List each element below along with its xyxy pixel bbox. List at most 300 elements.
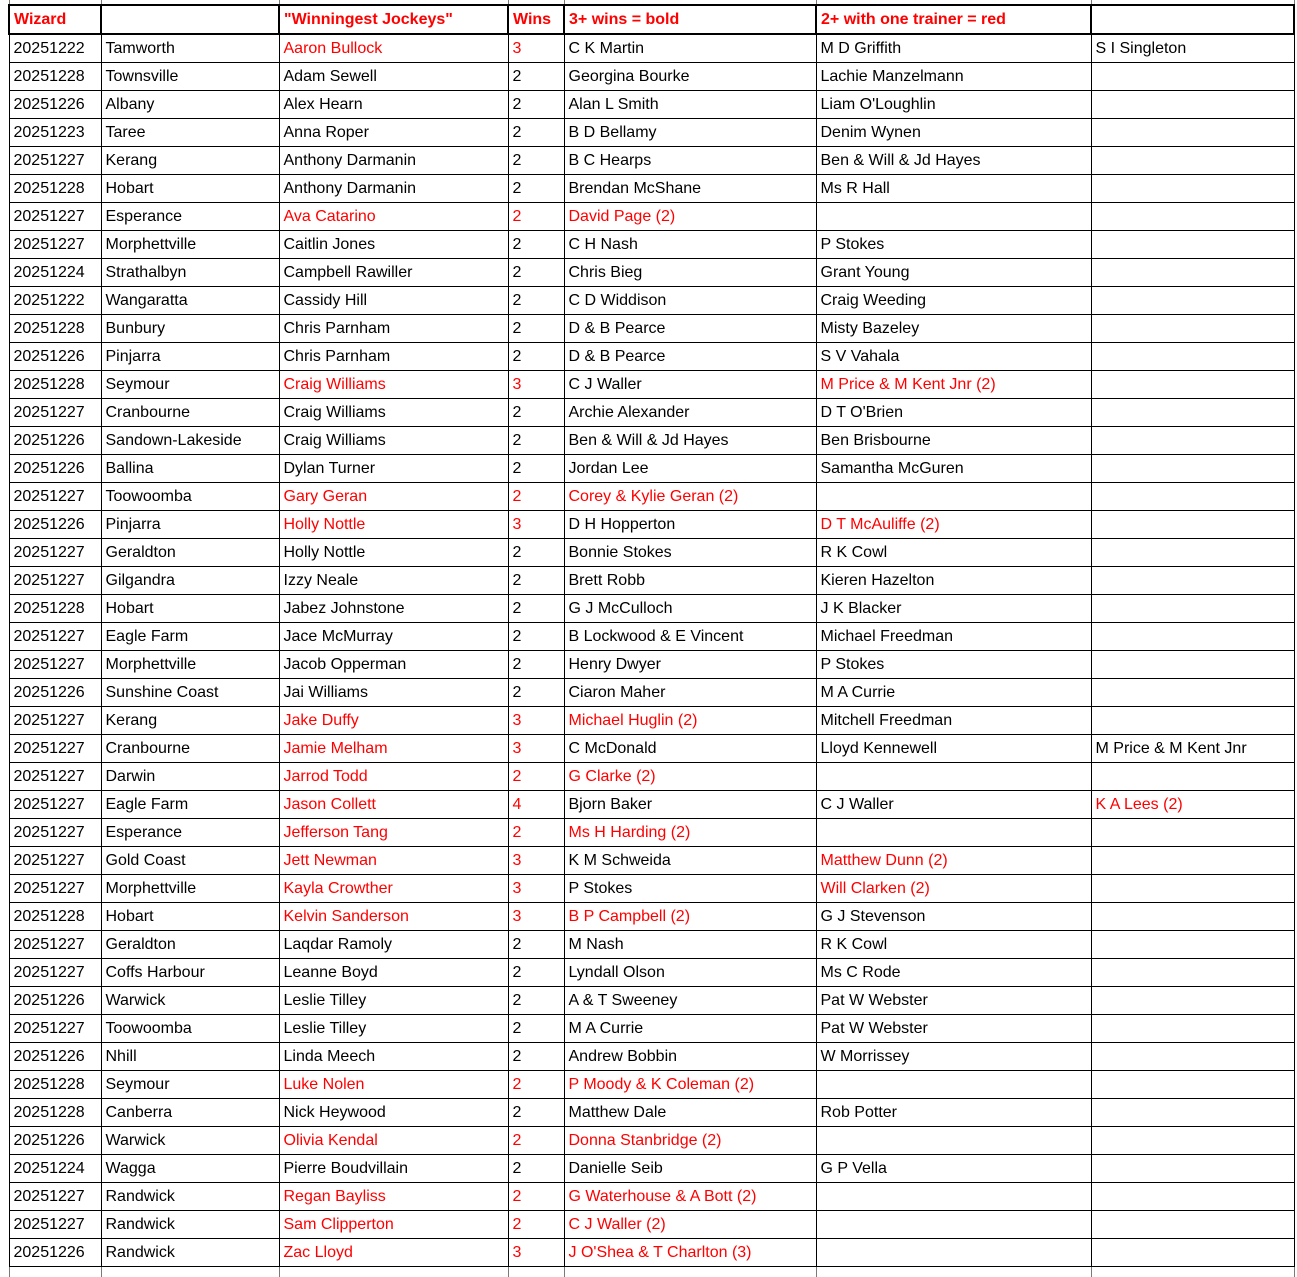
trainer2-cell [816, 1071, 1091, 1099]
trainer2-cell: G P Vella [816, 1155, 1091, 1183]
wins-cell: 2 [508, 119, 564, 147]
venue-cell: Randwick [101, 1183, 279, 1211]
trainer2-cell: Lloyd Kennewell [816, 735, 1091, 763]
venue-cell: Pinjarra [101, 343, 279, 371]
date-cell: 20251222 [9, 287, 101, 315]
trainer3-cell: M Price & M Kent Jnr [1091, 735, 1294, 763]
trainer3-cell [1091, 1239, 1294, 1267]
trainer3-cell [1091, 1043, 1294, 1071]
table-row [9, 623, 1294, 651]
jockey-cell: Gary Geran [279, 483, 508, 511]
wins-cell: 2 [508, 1071, 564, 1099]
wins-cell: 2 [508, 455, 564, 483]
venue-cell: Wagga [101, 1155, 279, 1183]
trainer3-cell [1091, 707, 1294, 735]
venue-cell: Warwick [101, 1127, 279, 1155]
date-cell: 20251227 [9, 651, 101, 679]
wins-cell: 3 [508, 875, 564, 903]
date-cell: 20251227 [9, 203, 101, 231]
header-bold-rule: 3+ wins = bold [564, 5, 816, 34]
trainer3-cell [1091, 595, 1294, 623]
trainer3-cell [1091, 1127, 1294, 1155]
trainer2-cell: Ms R Hall [816, 175, 1091, 203]
wins-cell: 3 [508, 735, 564, 763]
trainer3-cell [1091, 1015, 1294, 1043]
date-cell: 20251226 [9, 987, 101, 1015]
trainer1-cell: Ben & Will & Jd Hayes [564, 427, 816, 455]
trainer1-cell: J O'Shea & T Charlton (3) [564, 1239, 816, 1267]
trainer1-cell: Archie Alexander [564, 399, 816, 427]
trainer1-cell: Jordan Lee [564, 455, 816, 483]
trainer3-cell [1091, 63, 1294, 91]
trainer1-cell: Ciaron Maher [564, 679, 816, 707]
venue-cell: Eagle Farm [101, 623, 279, 651]
table-row [9, 259, 1294, 287]
wins-cell: 2 [508, 315, 564, 343]
cropped-gridline [101, 1267, 279, 1277]
trainer1-cell: Bonnie Stokes [564, 539, 816, 567]
venue-cell: Geraldton [101, 539, 279, 567]
trainer3-cell [1091, 259, 1294, 287]
venue-cell: Sunshine Coast [101, 679, 279, 707]
table-row [9, 427, 1294, 455]
table-row [9, 847, 1294, 875]
date-cell: 20251227 [9, 399, 101, 427]
wins-cell: 2 [508, 931, 564, 959]
trainer3-cell [1091, 1183, 1294, 1211]
table-row [9, 987, 1294, 1015]
wins-cell: 2 [508, 1155, 564, 1183]
trainer3-cell [1091, 1071, 1294, 1099]
date-cell: 20251228 [9, 903, 101, 931]
cropped-gridline [564, 1267, 816, 1277]
date-cell: 20251228 [9, 1099, 101, 1127]
date-cell: 20251227 [9, 147, 101, 175]
trainer2-cell: J K Blacker [816, 595, 1091, 623]
table-row [9, 959, 1294, 987]
wins-cell: 2 [508, 623, 564, 651]
trainer1-cell: Andrew Bobbin [564, 1043, 816, 1071]
date-cell: 20251226 [9, 511, 101, 539]
cropped-gridline [1091, 1267, 1294, 1277]
jockey-cell: Holly Nottle [279, 539, 508, 567]
trainer3-cell [1091, 315, 1294, 343]
jockey-cell: Zac Lloyd [279, 1239, 508, 1267]
trainer3-cell [1091, 203, 1294, 231]
trainer3-cell [1091, 931, 1294, 959]
trainer1-cell: Bjorn Baker [564, 791, 816, 819]
trainer2-cell: Pat W Webster [816, 987, 1091, 1015]
venue-cell: Darwin [101, 763, 279, 791]
jockey-cell: Olivia Kendal [279, 1127, 508, 1155]
date-cell: 20251227 [9, 763, 101, 791]
table-row [9, 875, 1294, 903]
date-cell: 20251228 [9, 371, 101, 399]
jockey-cell: Aaron Bullock [279, 34, 508, 63]
trainer1-cell: Danielle Seib [564, 1155, 816, 1183]
cropped-row-below [9, 1267, 1294, 1277]
jockey-cell: Craig Williams [279, 371, 508, 399]
trainer3-cell [1091, 1211, 1294, 1239]
wins-cell: 2 [508, 763, 564, 791]
venue-cell: Ballina [101, 455, 279, 483]
jockey-cell: Kelvin Sanderson [279, 903, 508, 931]
wins-cell: 2 [508, 1015, 564, 1043]
jockey-cell: Craig Williams [279, 427, 508, 455]
wins-cell: 2 [508, 539, 564, 567]
trainer1-cell: B C Hearps [564, 147, 816, 175]
trainer3-cell [1091, 511, 1294, 539]
trainer1-cell: Brendan McShane [564, 175, 816, 203]
wins-cell: 2 [508, 343, 564, 371]
trainer1-cell: Chris Bieg [564, 259, 816, 287]
wins-cell: 2 [508, 147, 564, 175]
jockey-cell: Kayla Crowther [279, 875, 508, 903]
header-wins: Wins [508, 5, 564, 34]
cropped-gridline [9, 1267, 101, 1277]
venue-cell: Bunbury [101, 315, 279, 343]
table-row [9, 483, 1294, 511]
trainer3-cell [1091, 819, 1294, 847]
wins-cell: 2 [508, 679, 564, 707]
wins-cell: 2 [508, 175, 564, 203]
trainer3-cell [1091, 651, 1294, 679]
jockey-cell: Jarrod Todd [279, 763, 508, 791]
header-venue-blank [101, 5, 279, 34]
venue-cell: Canberra [101, 1099, 279, 1127]
table-row [9, 63, 1294, 91]
venue-cell: Warwick [101, 987, 279, 1015]
venue-cell: Eagle Farm [101, 791, 279, 819]
table-row [9, 539, 1294, 567]
date-cell: 20251224 [9, 1155, 101, 1183]
trainer2-cell [816, 483, 1091, 511]
jockey-cell: Caitlin Jones [279, 231, 508, 259]
trainer3-cell [1091, 679, 1294, 707]
trainer1-cell: B Lockwood & E Vincent [564, 623, 816, 651]
table-row [9, 315, 1294, 343]
venue-cell: Morphettville [101, 875, 279, 903]
date-cell: 20251227 [9, 539, 101, 567]
table-row [9, 1099, 1294, 1127]
wins-cell: 2 [508, 259, 564, 287]
wins-cell: 3 [508, 511, 564, 539]
trainer1-cell: Michael Huglin (2) [564, 707, 816, 735]
trainer3-cell [1091, 147, 1294, 175]
jockey-cell: Anna Roper [279, 119, 508, 147]
trainer3-cell [1091, 1155, 1294, 1183]
wins-cell: 2 [508, 287, 564, 315]
trainer2-cell: S V Vahala [816, 343, 1091, 371]
venue-cell: Wangaratta [101, 287, 279, 315]
trainer1-cell: M Nash [564, 931, 816, 959]
table-row [9, 231, 1294, 259]
trainer1-cell: K M Schweida [564, 847, 816, 875]
wins-cell: 2 [508, 91, 564, 119]
wins-cell: 2 [508, 595, 564, 623]
trainer2-cell [816, 763, 1091, 791]
wins-cell: 2 [508, 231, 564, 259]
trainer1-cell: C J Waller [564, 371, 816, 399]
table-row [9, 1071, 1294, 1099]
jockey-cell: Pierre Boudvillain [279, 1155, 508, 1183]
trainer2-cell: C J Waller [816, 791, 1091, 819]
table-row [9, 679, 1294, 707]
cropped-gridline [279, 1267, 508, 1277]
venue-cell: Toowoomba [101, 483, 279, 511]
date-cell: 20251227 [9, 707, 101, 735]
trainer1-cell: D & B Pearce [564, 343, 816, 371]
trainer3-cell [1091, 371, 1294, 399]
trainer1-cell: G Waterhouse & A Bott (2) [564, 1183, 816, 1211]
date-cell: 20251226 [9, 91, 101, 119]
jockey-cell: Chris Parnham [279, 343, 508, 371]
date-cell: 20251228 [9, 63, 101, 91]
trainer2-cell [816, 1127, 1091, 1155]
wins-cell: 2 [508, 1211, 564, 1239]
wins-cell: 3 [508, 847, 564, 875]
venue-cell: Strathalbyn [101, 259, 279, 287]
trainer1-cell: Alan L Smith [564, 91, 816, 119]
table-row [9, 399, 1294, 427]
trainer1-cell: B D Bellamy [564, 119, 816, 147]
table-row [9, 791, 1294, 819]
header-row [9, 5, 1294, 34]
trainer3-cell [1091, 903, 1294, 931]
trainer1-cell: Georgina Bourke [564, 63, 816, 91]
trainer1-cell: C K Martin [564, 34, 816, 63]
trainer2-cell: W Morrissey [816, 1043, 1091, 1071]
date-cell: 20251228 [9, 175, 101, 203]
trainer2-cell: Grant Young [816, 259, 1091, 287]
wins-cell: 2 [508, 959, 564, 987]
trainer2-cell [816, 1183, 1091, 1211]
jockey-cell: Jacob Opperman [279, 651, 508, 679]
date-cell: 20251226 [9, 427, 101, 455]
venue-cell: Hobart [101, 595, 279, 623]
table-row [9, 1211, 1294, 1239]
trainer1-cell: Brett Robb [564, 567, 816, 595]
jockey-cell: Adam Sewell [279, 63, 508, 91]
wins-cell: 2 [508, 399, 564, 427]
trainer2-cell: Kieren Hazelton [816, 567, 1091, 595]
trainer2-cell: Liam O'Loughlin [816, 91, 1091, 119]
jockey-cell: Jake Duffy [279, 707, 508, 735]
venue-cell: Tamworth [101, 34, 279, 63]
jockey-cell: Nick Heywood [279, 1099, 508, 1127]
wins-cell: 2 [508, 987, 564, 1015]
jockey-cell: Anthony Darmanin [279, 147, 508, 175]
jockey-cell: Leanne Boyd [279, 959, 508, 987]
date-cell: 20251223 [9, 119, 101, 147]
trainer2-cell: D T McAuliffe (2) [816, 511, 1091, 539]
venue-cell: Geraldton [101, 931, 279, 959]
trainer3-cell [1091, 119, 1294, 147]
trainer2-cell: M D Griffith [816, 34, 1091, 63]
jockey-cell: Laqdar Ramoly [279, 931, 508, 959]
venue-cell: Albany [101, 91, 279, 119]
trainer3-cell: S I Singleton [1091, 34, 1294, 63]
trainer3-cell [1091, 287, 1294, 315]
date-cell: 20251224 [9, 259, 101, 287]
wins-cell: 3 [508, 1239, 564, 1267]
venue-cell: Morphettville [101, 651, 279, 679]
date-cell: 20251226 [9, 1127, 101, 1155]
date-cell: 20251228 [9, 1071, 101, 1099]
jockey-cell: Anthony Darmanin [279, 175, 508, 203]
trainer3-cell [1091, 399, 1294, 427]
trainer2-cell: R K Cowl [816, 539, 1091, 567]
winningest-jockeys-table [8, 0, 1295, 1277]
wins-cell: 3 [508, 34, 564, 63]
trainer2-cell: Pat W Webster [816, 1015, 1091, 1043]
trainer3-cell [1091, 987, 1294, 1015]
venue-cell: Esperance [101, 819, 279, 847]
table-row [9, 1015, 1294, 1043]
trainer1-cell: Corey & Kylie Geran (2) [564, 483, 816, 511]
jockey-cell: Campbell Rawiller [279, 259, 508, 287]
jockey-cell: Craig Williams [279, 399, 508, 427]
date-cell: 20251227 [9, 1015, 101, 1043]
jockey-cell: Jai Williams [279, 679, 508, 707]
table-row [9, 1183, 1294, 1211]
trainer1-cell: C D Widdison [564, 287, 816, 315]
jockey-cell: Ava Catarino [279, 203, 508, 231]
trainer3-cell [1091, 91, 1294, 119]
jockey-cell: Sam Clipperton [279, 1211, 508, 1239]
venue-cell: Randwick [101, 1211, 279, 1239]
date-cell: 20251226 [9, 455, 101, 483]
trainer2-cell: Denim Wynen [816, 119, 1091, 147]
trainer1-cell: M A Currie [564, 1015, 816, 1043]
trainer3-cell: K A Lees (2) [1091, 791, 1294, 819]
table-row [9, 1155, 1294, 1183]
jockey-cell: Chris Parnham [279, 315, 508, 343]
table-row [9, 1239, 1294, 1267]
trainer2-cell: D T O'Brien [816, 399, 1091, 427]
header-wizard: Wizard [9, 5, 101, 34]
table-row [9, 651, 1294, 679]
date-cell: 20251227 [9, 567, 101, 595]
trainer2-cell: Ms C Rode [816, 959, 1091, 987]
wins-cell: 2 [508, 203, 564, 231]
header-red-rule: 2+ with one trainer = red [816, 5, 1091, 34]
trainer2-cell [816, 203, 1091, 231]
trainer1-cell: G J McCulloch [564, 595, 816, 623]
wins-cell: 2 [508, 427, 564, 455]
trainer2-cell: P Stokes [816, 231, 1091, 259]
trainer2-cell: Lachie Manzelmann [816, 63, 1091, 91]
table-row [9, 34, 1294, 63]
trainer1-cell: D H Hopperton [564, 511, 816, 539]
date-cell: 20251227 [9, 1211, 101, 1239]
cropped-gridline [816, 1267, 1091, 1277]
trainer3-cell [1091, 483, 1294, 511]
venue-cell: Nhill [101, 1043, 279, 1071]
wins-cell: 4 [508, 791, 564, 819]
wins-cell: 2 [508, 1043, 564, 1071]
wins-cell: 2 [508, 567, 564, 595]
trainer3-cell [1091, 427, 1294, 455]
table-row [9, 119, 1294, 147]
venue-cell: Seymour [101, 1071, 279, 1099]
trainer2-cell [816, 1211, 1091, 1239]
trainer3-cell [1091, 959, 1294, 987]
date-cell: 20251227 [9, 791, 101, 819]
jockey-cell: Holly Nottle [279, 511, 508, 539]
table-row [9, 735, 1294, 763]
wins-cell: 2 [508, 63, 564, 91]
trainer3-cell [1091, 175, 1294, 203]
trainer1-cell: B P Campbell (2) [564, 903, 816, 931]
wins-cell: 3 [508, 903, 564, 931]
trainer2-cell: Misty Bazeley [816, 315, 1091, 343]
trainer1-cell: G Clarke (2) [564, 763, 816, 791]
wins-cell: 2 [508, 483, 564, 511]
table-row [9, 707, 1294, 735]
trainer2-cell: M A Currie [816, 679, 1091, 707]
cropped-gridline [508, 1267, 564, 1277]
venue-cell: Morphettville [101, 231, 279, 259]
venue-cell: Townsville [101, 63, 279, 91]
trainer1-cell: C H Nash [564, 231, 816, 259]
table-row [9, 567, 1294, 595]
venue-cell: Sandown-Lakeside [101, 427, 279, 455]
trainer2-cell: G J Stevenson [816, 903, 1091, 931]
trainer3-cell [1091, 567, 1294, 595]
trainer2-cell: M Price & M Kent Jnr (2) [816, 371, 1091, 399]
trainer1-cell: Lyndall Olson [564, 959, 816, 987]
wins-cell: 2 [508, 1183, 564, 1211]
table-row [9, 1043, 1294, 1071]
trainer2-cell [816, 819, 1091, 847]
venue-cell: Gilgandra [101, 567, 279, 595]
jockey-cell: Luke Nolen [279, 1071, 508, 1099]
trainer2-cell: Michael Freedman [816, 623, 1091, 651]
trainer3-cell [1091, 343, 1294, 371]
jockey-cell: Cassidy Hill [279, 287, 508, 315]
trainer3-cell [1091, 455, 1294, 483]
trainer1-cell: P Moody & K Coleman (2) [564, 1071, 816, 1099]
trainer2-cell: Ben & Will & Jd Hayes [816, 147, 1091, 175]
jockey-cell: Izzy Neale [279, 567, 508, 595]
trainer3-cell [1091, 231, 1294, 259]
trainer1-cell: Henry Dwyer [564, 651, 816, 679]
table-row [9, 511, 1294, 539]
venue-cell: Seymour [101, 371, 279, 399]
date-cell: 20251222 [9, 34, 101, 63]
table-row [9, 455, 1294, 483]
venue-cell: Esperance [101, 203, 279, 231]
venue-cell: Taree [101, 119, 279, 147]
venue-cell: Pinjarra [101, 511, 279, 539]
date-cell: 20251227 [9, 959, 101, 987]
date-cell: 20251226 [9, 343, 101, 371]
header-winningest-jockeys: "Winningest Jockeys" [279, 5, 508, 34]
jockey-cell: Alex Hearn [279, 91, 508, 119]
table-body [9, 34, 1294, 1267]
trainer1-cell: Donna Stanbridge (2) [564, 1127, 816, 1155]
trainer3-cell [1091, 1099, 1294, 1127]
trainer3-cell [1091, 847, 1294, 875]
table-row [9, 931, 1294, 959]
venue-cell: Hobart [101, 175, 279, 203]
wins-cell: 2 [508, 1099, 564, 1127]
date-cell: 20251227 [9, 1183, 101, 1211]
trainer2-cell: P Stokes [816, 651, 1091, 679]
trainer1-cell: Ms H Harding (2) [564, 819, 816, 847]
trainer3-cell [1091, 539, 1294, 567]
